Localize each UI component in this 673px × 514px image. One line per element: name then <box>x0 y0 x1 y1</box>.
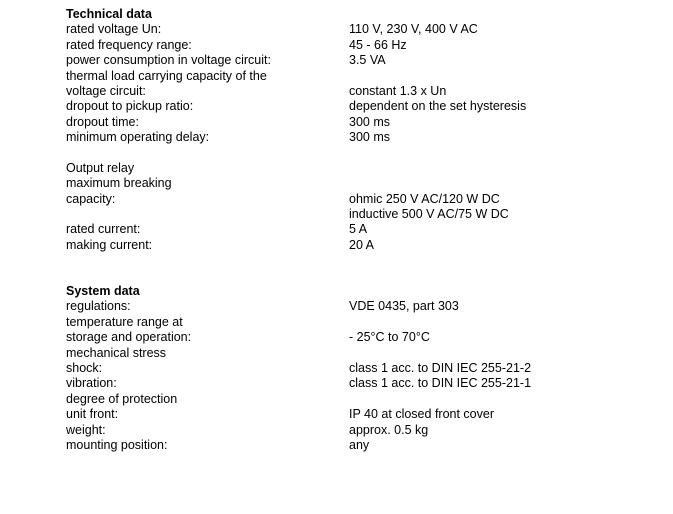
spec-document <box>66 7 666 453</box>
spec-value: 20 A <box>349 237 375 252</box>
system-rows <box>66 299 666 453</box>
spec-value: 300 ms <box>349 130 390 145</box>
spec-value: 300 ms <box>349 114 390 129</box>
spec-label: vibration: <box>66 376 117 391</box>
spec-row <box>66 423 666 438</box>
spec-row <box>66 115 666 130</box>
spec-label: making current: <box>66 237 153 252</box>
spec-row <box>66 38 666 53</box>
spec-value: any <box>349 437 370 452</box>
technical-heading: Technical data <box>66 7 152 21</box>
spec-label: regulations: <box>66 299 131 314</box>
spec-label: dropout time: <box>66 114 139 129</box>
spec-label: mechanical stress <box>66 345 167 360</box>
spec-label: weight: <box>66 422 106 437</box>
output-relay-heading-row <box>66 161 666 176</box>
technical-rows <box>66 22 666 145</box>
spec-label: thermal load carrying capacity of the <box>66 68 267 83</box>
section-spacer <box>66 146 666 161</box>
spec-value: inductive 500 V AC/75 W DC <box>349 207 509 222</box>
spec-value: ohmic 250 V AC/120 W DC <box>349 191 500 206</box>
spec-value <box>349 392 666 407</box>
spec-row <box>66 130 666 145</box>
spec-value: dependent on the set hysteresis <box>349 99 527 114</box>
spec-row <box>66 176 666 191</box>
spec-row <box>66 392 666 407</box>
spec-value: class 1 acc. to DIN IEC 255-21-2 <box>349 361 532 375</box>
spec-row <box>66 438 666 453</box>
spec-row <box>66 207 666 222</box>
spec-label: temperature range at <box>66 314 183 329</box>
spec-label: rated frequency range: <box>66 37 192 52</box>
spec-row <box>66 299 666 314</box>
output-relay-rows <box>66 176 666 253</box>
technical-heading-row <box>66 7 666 22</box>
spec-label: voltage circuit: <box>66 83 146 98</box>
spec-value: class 1 acc. to DIN IEC 255-21-1 <box>349 376 532 391</box>
spec-label: storage and operation: <box>66 330 192 345</box>
spec-value: 5 A <box>349 222 368 237</box>
spec-row <box>66 69 666 84</box>
spec-value: constant 1.3 x Un <box>349 83 447 98</box>
section-spacer <box>66 253 666 284</box>
spec-label: mounting position: <box>66 437 168 452</box>
spec-value <box>349 176 666 191</box>
spec-row <box>66 99 666 114</box>
spec-row <box>66 407 666 422</box>
spec-label: maximum breaking <box>66 176 172 191</box>
spec-value <box>349 315 666 330</box>
system-heading-row <box>66 284 666 299</box>
spec-row <box>66 53 666 68</box>
spec-row <box>66 22 666 37</box>
system-heading: System data <box>66 284 140 299</box>
spec-row <box>66 346 666 361</box>
spec-value: - 25°C to 70°C <box>349 330 430 345</box>
spec-value: 110 V, 230 V, 400 V AC <box>349 22 478 37</box>
spec-label: degree of protection <box>66 391 178 406</box>
spec-label: dropout to pickup ratio: <box>66 99 194 114</box>
spec-row <box>66 192 666 207</box>
spec-row <box>66 330 666 345</box>
spec-label: capacity: <box>66 191 116 206</box>
spec-label: rated current: <box>66 222 141 237</box>
spec-row <box>66 84 666 99</box>
output-relay-heading: Output relay <box>66 160 135 175</box>
spec-row <box>66 361 666 376</box>
spec-row <box>66 222 666 237</box>
spec-label: unit front: <box>66 407 119 422</box>
spec-label: minimum operating delay: <box>66 130 210 145</box>
spec-value: IP 40 at closed front cover <box>349 407 494 422</box>
spec-value: approx. 0.5 kg <box>349 422 429 437</box>
spec-value <box>349 346 666 361</box>
spec-value <box>349 69 666 84</box>
spec-row <box>66 315 666 330</box>
spec-label: rated voltage Un: <box>66 22 162 37</box>
spec-label: shock: <box>66 361 103 375</box>
spec-value: VDE 0435, part 303 <box>349 299 459 314</box>
spec-label <box>66 207 349 222</box>
spec-label: power consumption in voltage circuit: <box>66 53 271 68</box>
spec-row <box>66 238 666 253</box>
spec-value: 45 - 66 Hz <box>349 37 407 52</box>
spec-row <box>66 376 666 391</box>
spec-value: 3.5 VA <box>349 53 386 68</box>
